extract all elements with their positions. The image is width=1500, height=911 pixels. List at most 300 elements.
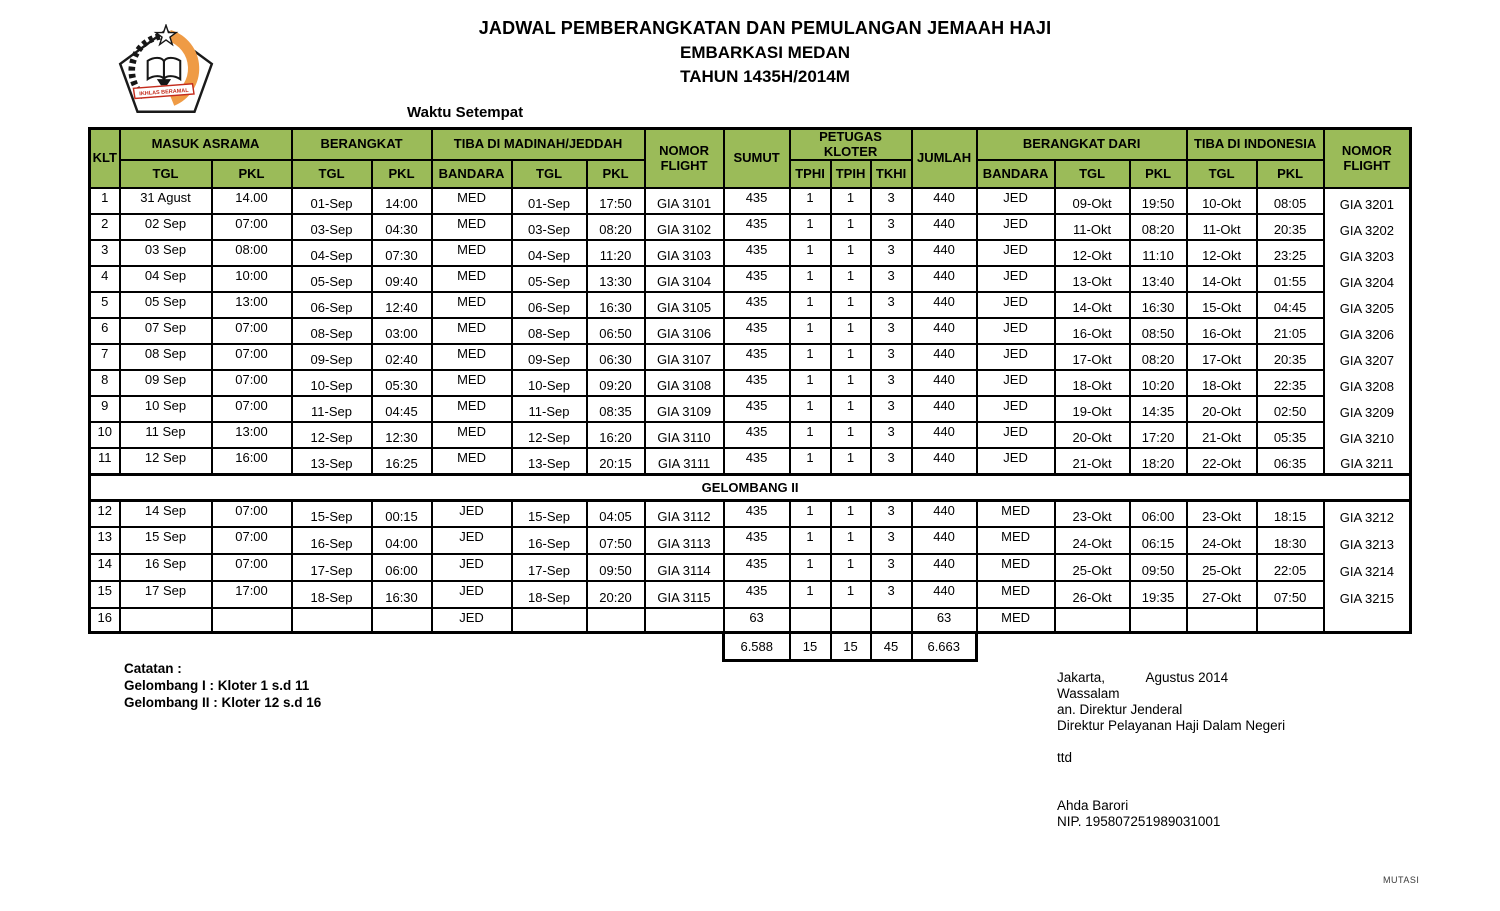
cell-tiba-bandara: MED bbox=[432, 240, 512, 266]
cell-tiba-tgl bbox=[512, 608, 587, 632]
cell-tiba-bandara: MED bbox=[432, 370, 512, 396]
cell-nomor-flight-2: GIA 3214 bbox=[1324, 554, 1411, 581]
cell-berangkat-pkl: 04:00 bbox=[372, 527, 432, 554]
cell-nomor-flight-2: GIA 3205 bbox=[1324, 292, 1411, 318]
total-sumut: 6.588 bbox=[724, 633, 790, 661]
header-jumlah: JUMLAH bbox=[912, 129, 977, 189]
cell-berangkat-pkl: 05:30 bbox=[372, 370, 432, 396]
cell-berangkat-pkl: 00:15 bbox=[372, 500, 432, 527]
signature-line: NIP. 195807251989031001 bbox=[1057, 814, 1221, 829]
cell-tiba-tgl: 10-Sep bbox=[512, 370, 587, 396]
cell-nomor-flight-1: GIA 3106 bbox=[645, 318, 724, 344]
cell-pulang-pkl bbox=[1130, 608, 1187, 632]
cell-tphi: 1 bbox=[790, 554, 831, 581]
cell-pulang-bandara: JED bbox=[977, 292, 1055, 318]
cell-masuk-tgl: 03 Sep bbox=[120, 240, 212, 266]
cell-tphi: 1 bbox=[790, 214, 831, 240]
cell-berangkat-pkl: 03:00 bbox=[372, 318, 432, 344]
signature-line bbox=[1057, 734, 1285, 750]
cell-tpih: 1 bbox=[831, 240, 871, 266]
cell-sumut: 435 bbox=[724, 292, 790, 318]
cell-masuk-tgl: 16 Sep bbox=[120, 554, 212, 581]
subheader-tphi: TPHI bbox=[790, 160, 831, 188]
cell-masuk-pkl: 13:00 bbox=[212, 292, 292, 318]
subheader-pulang-tgl: TGL bbox=[1055, 160, 1130, 188]
header-tiba-madinah-jeddah: TIBA DI MADINAH/JEDDAH bbox=[432, 129, 645, 161]
cell-masuk-tgl: 31 Agust bbox=[120, 188, 212, 214]
gelombang2-label: GELOMBANG II bbox=[90, 474, 1411, 500]
cell-masuk-tgl: 11 Sep bbox=[120, 422, 212, 448]
cell-berangkat-tgl: 13-Sep bbox=[292, 448, 372, 474]
cell-tiba-ind-pkl: 01:55 bbox=[1257, 266, 1324, 292]
cell-tpih: 1 bbox=[831, 448, 871, 474]
cell-nomor-flight-2 bbox=[1324, 608, 1411, 632]
cell-berangkat-tgl: 12-Sep bbox=[292, 422, 372, 448]
cell-pulang-tgl: 23-Okt bbox=[1055, 500, 1130, 527]
cell-masuk-pkl: 08:00 bbox=[212, 240, 292, 266]
cell-tphi: 1 bbox=[790, 527, 831, 554]
cell-pulang-bandara: JED bbox=[977, 240, 1055, 266]
cell-tiba-ind-tgl: 10-Okt bbox=[1187, 188, 1257, 214]
cell-tphi: 1 bbox=[790, 188, 831, 214]
cell-pulang-tgl: 13-Okt bbox=[1055, 266, 1130, 292]
cell-berangkat-pkl bbox=[372, 608, 432, 632]
table-header bbox=[90, 129, 1411, 189]
header-berangkat: BERANGKAT bbox=[292, 129, 432, 161]
cell-tiba-pkl: 20:15 bbox=[587, 448, 645, 474]
cell-jumlah: 440 bbox=[912, 527, 977, 554]
cell-tpih: 1 bbox=[831, 344, 871, 370]
cell-berangkat-tgl: 03-Sep bbox=[292, 214, 372, 240]
header-tiba-indonesia: TIBA DI INDONESIA bbox=[1187, 129, 1324, 161]
cell-nomor-flight-1: GIA 3112 bbox=[645, 500, 724, 527]
cell-tiba-pkl: 08:35 bbox=[587, 396, 645, 422]
cell-tiba-tgl: 17-Sep bbox=[512, 554, 587, 581]
cell-pulang-pkl: 08:20 bbox=[1130, 214, 1187, 240]
signature-line bbox=[1057, 766, 1285, 782]
cell-tiba-ind-pkl: 20:35 bbox=[1257, 344, 1324, 370]
cell-klt: 5 bbox=[90, 292, 120, 318]
cell-nomor-flight-2: GIA 3206 bbox=[1324, 318, 1411, 344]
header-klt: KLT bbox=[90, 129, 120, 189]
cell-tiba-ind-pkl: 08:05 bbox=[1257, 188, 1324, 214]
cell-masuk-tgl: 09 Sep bbox=[120, 370, 212, 396]
cell-pulang-bandara: MED bbox=[977, 581, 1055, 608]
cell-tkhi: 3 bbox=[871, 240, 912, 266]
cell-sumut: 435 bbox=[724, 214, 790, 240]
cell-tpih: 1 bbox=[831, 554, 871, 581]
subheader-masuk-tgl: TGL bbox=[120, 160, 212, 188]
cell-pulang-bandara: MED bbox=[977, 500, 1055, 527]
cell-sumut: 435 bbox=[724, 422, 790, 448]
cell-tpih: 1 bbox=[831, 396, 871, 422]
cell-masuk-pkl bbox=[212, 608, 292, 632]
cell-tkhi: 3 bbox=[871, 527, 912, 554]
table-row bbox=[90, 581, 1411, 608]
cell-berangkat-tgl: 04-Sep bbox=[292, 240, 372, 266]
cell-klt: 10 bbox=[90, 422, 120, 448]
cell-tiba-ind-tgl: 16-Okt bbox=[1187, 318, 1257, 344]
cell-masuk-pkl: 07:00 bbox=[212, 370, 292, 396]
cell-tiba-bandara: JED bbox=[432, 554, 512, 581]
subheader-tiba-pkl: PKL bbox=[587, 160, 645, 188]
table-row bbox=[90, 370, 1411, 396]
cell-masuk-pkl: 14.00 bbox=[212, 188, 292, 214]
table-body-gelombang1 bbox=[90, 188, 1411, 474]
subheader-pulang-pkl: PKL bbox=[1130, 160, 1187, 188]
cell-klt: 3 bbox=[90, 240, 120, 266]
cell-tphi: 1 bbox=[790, 318, 831, 344]
cell-tpih bbox=[831, 608, 871, 632]
cell-tiba-pkl: 08:20 bbox=[587, 214, 645, 240]
cell-nomor-flight-2: GIA 3207 bbox=[1324, 344, 1411, 370]
cell-masuk-pkl: 07:00 bbox=[212, 396, 292, 422]
cell-tiba-tgl: 11-Sep bbox=[512, 396, 587, 422]
cell-sumut: 435 bbox=[724, 396, 790, 422]
cell-tkhi: 3 bbox=[871, 188, 912, 214]
table-row bbox=[90, 240, 1411, 266]
cell-nomor-flight-1: GIA 3114 bbox=[645, 554, 724, 581]
cell-nomor-flight-2: GIA 3212 bbox=[1324, 500, 1411, 527]
cell-jumlah: 440 bbox=[912, 396, 977, 422]
cell-masuk-pkl: 07:00 bbox=[212, 554, 292, 581]
cell-pulang-bandara: JED bbox=[977, 214, 1055, 240]
cell-nomor-flight-1: GIA 3107 bbox=[645, 344, 724, 370]
cell-klt: 13 bbox=[90, 527, 120, 554]
signature-block bbox=[1057, 670, 1285, 830]
cell-berangkat-pkl: 14:00 bbox=[372, 188, 432, 214]
cell-nomor-flight-2: GIA 3204 bbox=[1324, 266, 1411, 292]
cell-tiba-bandara: MED bbox=[432, 448, 512, 474]
cell-pulang-bandara: JED bbox=[977, 448, 1055, 474]
cell-sumut: 435 bbox=[724, 370, 790, 396]
cell-tkhi: 3 bbox=[871, 448, 912, 474]
subheader-tpih: TPIH bbox=[831, 160, 871, 188]
totals-row bbox=[724, 633, 977, 661]
table-row bbox=[90, 344, 1411, 370]
cell-tpih: 1 bbox=[831, 318, 871, 344]
cell-tphi: 1 bbox=[790, 500, 831, 527]
cell-sumut: 435 bbox=[724, 266, 790, 292]
cell-nomor-flight-1: GIA 3103 bbox=[645, 240, 724, 266]
cell-masuk-tgl: 14 Sep bbox=[120, 500, 212, 527]
cell-tiba-ind-pkl: 20:35 bbox=[1257, 214, 1324, 240]
cell-tiba-tgl: 12-Sep bbox=[512, 422, 587, 448]
cell-tkhi: 3 bbox=[871, 318, 912, 344]
cell-tkhi: 3 bbox=[871, 422, 912, 448]
cell-nomor-flight-2: GIA 3210 bbox=[1324, 422, 1411, 448]
gelombang2-band-row bbox=[90, 474, 1411, 500]
cell-tiba-ind-tgl: 17-Okt bbox=[1187, 344, 1257, 370]
page-title: JADWAL PEMBERANGKATAN DAN PEMULANGAN JEMAAH HAJI bbox=[478, 18, 1052, 38]
cell-masuk-pkl: 07:00 bbox=[212, 214, 292, 240]
cell-pulang-pkl: 06:00 bbox=[1130, 500, 1187, 527]
table-row bbox=[90, 448, 1411, 474]
header-nomor-flight-2: NOMOR FLIGHT bbox=[1324, 129, 1411, 189]
cell-pulang-bandara: MED bbox=[977, 554, 1055, 581]
cell-tiba-pkl: 16:30 bbox=[587, 292, 645, 318]
gelombang2-divider bbox=[90, 474, 1411, 500]
cell-pulang-tgl: 20-Okt bbox=[1055, 422, 1130, 448]
cell-tpih: 1 bbox=[831, 214, 871, 240]
cell-pulang-bandara: MED bbox=[977, 608, 1055, 632]
cell-sumut: 435 bbox=[724, 188, 790, 214]
cell-tiba-ind-tgl: 20-Okt bbox=[1187, 396, 1257, 422]
cell-pulang-tgl bbox=[1055, 608, 1130, 632]
header-nomor-flight-1: NOMOR FLIGHT bbox=[645, 129, 724, 189]
cell-tkhi: 3 bbox=[871, 396, 912, 422]
cell-sumut: 435 bbox=[724, 527, 790, 554]
cell-tkhi: 3 bbox=[871, 292, 912, 318]
cell-tkhi: 3 bbox=[871, 344, 912, 370]
table-row bbox=[90, 188, 1411, 214]
cell-tiba-bandara: JED bbox=[432, 527, 512, 554]
cell-masuk-tgl: 12 Sep bbox=[120, 448, 212, 474]
cell-klt: 8 bbox=[90, 370, 120, 396]
cell-pulang-pkl: 08:50 bbox=[1130, 318, 1187, 344]
header-masuk-asrama: MASUK ASRAMA bbox=[120, 129, 292, 161]
cell-nomor-flight-2: GIA 3208 bbox=[1324, 370, 1411, 396]
cell-pulang-tgl: 21-Okt bbox=[1055, 448, 1130, 474]
cell-tkhi bbox=[871, 608, 912, 632]
cell-masuk-tgl bbox=[120, 608, 212, 632]
cell-jumlah: 440 bbox=[912, 581, 977, 608]
cell-tphi: 1 bbox=[790, 344, 831, 370]
cell-klt: 12 bbox=[90, 500, 120, 527]
cell-pulang-bandara: JED bbox=[977, 188, 1055, 214]
cell-klt: 16 bbox=[90, 608, 120, 632]
cell-pulang-bandara: JED bbox=[977, 422, 1055, 448]
total-tkhi: 45 bbox=[871, 633, 912, 661]
cell-pulang-tgl: 16-Okt bbox=[1055, 318, 1130, 344]
cell-tiba-ind-pkl: 07:50 bbox=[1257, 581, 1324, 608]
cell-jumlah: 440 bbox=[912, 266, 977, 292]
cell-tiba-tgl: 06-Sep bbox=[512, 292, 587, 318]
table-body-gelombang2 bbox=[90, 500, 1411, 632]
cell-tiba-tgl: 15-Sep bbox=[512, 500, 587, 527]
cell-pulang-pkl: 09:50 bbox=[1130, 554, 1187, 581]
cell-tiba-ind-pkl: 06:35 bbox=[1257, 448, 1324, 474]
cell-tkhi: 3 bbox=[871, 554, 912, 581]
table-row bbox=[90, 500, 1411, 527]
cell-berangkat-pkl: 06:00 bbox=[372, 554, 432, 581]
cell-tiba-pkl: 17:50 bbox=[587, 188, 645, 214]
cell-masuk-pkl: 07:00 bbox=[212, 527, 292, 554]
cell-berangkat-pkl: 09:40 bbox=[372, 266, 432, 292]
footer-mutasi-label: MUTASI bbox=[1383, 875, 1420, 885]
cell-tiba-ind-pkl: 05:35 bbox=[1257, 422, 1324, 448]
subheader-tiba-ind-pkl: PKL bbox=[1257, 160, 1324, 188]
signature-line: Jakarta, Agustus 2014 bbox=[1057, 670, 1229, 685]
cell-tkhi: 3 bbox=[871, 370, 912, 396]
cell-tiba-ind-tgl: 25-Okt bbox=[1187, 554, 1257, 581]
table-row bbox=[90, 422, 1411, 448]
cell-berangkat-tgl: 15-Sep bbox=[292, 500, 372, 527]
cell-tiba-pkl: 09:20 bbox=[587, 370, 645, 396]
signature-line bbox=[1057, 782, 1285, 798]
cell-berangkat-tgl: 06-Sep bbox=[292, 292, 372, 318]
schedule-table bbox=[88, 127, 1412, 634]
cell-nomor-flight-2: GIA 3202 bbox=[1324, 214, 1411, 240]
cell-sumut: 435 bbox=[724, 554, 790, 581]
signature-line: Ahda Barori bbox=[1057, 798, 1129, 813]
cell-tiba-ind-tgl: 23-Okt bbox=[1187, 500, 1257, 527]
cell-sumut: 435 bbox=[724, 240, 790, 266]
table-row bbox=[90, 266, 1411, 292]
cell-nomor-flight-1: GIA 3104 bbox=[645, 266, 724, 292]
cell-berangkat-tgl: 11-Sep bbox=[292, 396, 372, 422]
cell-tiba-ind-pkl: 04:45 bbox=[1257, 292, 1324, 318]
cell-tiba-bandara: MED bbox=[432, 396, 512, 422]
cell-masuk-pkl: 17:00 bbox=[212, 581, 292, 608]
cell-sumut: 435 bbox=[724, 344, 790, 370]
cell-tphi: 1 bbox=[790, 370, 831, 396]
cell-masuk-tgl: 02 Sep bbox=[120, 214, 212, 240]
cell-pulang-bandara: JED bbox=[977, 370, 1055, 396]
cell-klt: 1 bbox=[90, 188, 120, 214]
cell-berangkat-tgl: 09-Sep bbox=[292, 344, 372, 370]
header-petugas-kloter: PETUGAS KLOTER bbox=[790, 129, 912, 161]
signature-line: Wassalam bbox=[1057, 686, 1120, 701]
cell-tiba-tgl: 08-Sep bbox=[512, 318, 587, 344]
cell-berangkat-pkl: 04:45 bbox=[372, 396, 432, 422]
cell-tiba-ind-tgl: 11-Okt bbox=[1187, 214, 1257, 240]
cell-pulang-tgl: 19-Okt bbox=[1055, 396, 1130, 422]
cell-tkhi: 3 bbox=[871, 500, 912, 527]
cell-pulang-tgl: 12-Okt bbox=[1055, 240, 1130, 266]
cell-masuk-pkl: 07:00 bbox=[212, 500, 292, 527]
cell-tiba-pkl: 06:30 bbox=[587, 344, 645, 370]
cell-tiba-pkl: 20:20 bbox=[587, 581, 645, 608]
subheader-berangkat-pkl: PKL bbox=[372, 160, 432, 188]
cell-tphi: 1 bbox=[790, 266, 831, 292]
cell-pulang-tgl: 18-Okt bbox=[1055, 370, 1130, 396]
cell-tiba-pkl: 06:50 bbox=[587, 318, 645, 344]
cell-tiba-bandara: MED bbox=[432, 266, 512, 292]
cell-tiba-ind-pkl: 23:25 bbox=[1257, 240, 1324, 266]
cell-masuk-tgl: 15 Sep bbox=[120, 527, 212, 554]
cell-pulang-bandara: JED bbox=[977, 318, 1055, 344]
cell-sumut: 435 bbox=[724, 318, 790, 344]
cell-pulang-pkl: 18:20 bbox=[1130, 448, 1187, 474]
cell-tiba-ind-tgl: 14-Okt bbox=[1187, 266, 1257, 292]
cell-tiba-ind-pkl: 02:50 bbox=[1257, 396, 1324, 422]
subheader-tiba-bandara: BANDARA bbox=[432, 160, 512, 188]
cell-pulang-pkl: 17:20 bbox=[1130, 422, 1187, 448]
waktu-setempat-label: Waktu Setempat bbox=[407, 104, 524, 121]
cell-tiba-bandara: JED bbox=[432, 608, 512, 632]
cell-tpih: 1 bbox=[831, 527, 871, 554]
cell-nomor-flight-2: GIA 3201 bbox=[1324, 188, 1411, 214]
cell-jumlah: 440 bbox=[912, 292, 977, 318]
signature-line: an. Direktur Jenderal bbox=[1057, 702, 1183, 717]
cell-jumlah: 440 bbox=[912, 214, 977, 240]
cell-nomor-flight-1: GIA 3102 bbox=[645, 214, 724, 240]
cell-tiba-tgl: 13-Sep bbox=[512, 448, 587, 474]
cell-tpih: 1 bbox=[831, 422, 871, 448]
cell-nomor-flight-2: GIA 3203 bbox=[1324, 240, 1411, 266]
cell-tiba-ind-tgl: 21-Okt bbox=[1187, 422, 1257, 448]
cell-tiba-bandara: MED bbox=[432, 344, 512, 370]
cell-tphi: 1 bbox=[790, 396, 831, 422]
cell-sumut: 435 bbox=[724, 448, 790, 474]
cell-berangkat-tgl: 08-Sep bbox=[292, 318, 372, 344]
cell-tiba-pkl: 13:30 bbox=[587, 266, 645, 292]
cell-berangkat-pkl: 02:40 bbox=[372, 344, 432, 370]
cell-jumlah: 440 bbox=[912, 422, 977, 448]
cell-tiba-ind-tgl: 22-Okt bbox=[1187, 448, 1257, 474]
totals-table bbox=[722, 631, 978, 662]
cell-tiba-ind-tgl bbox=[1187, 608, 1257, 632]
cell-berangkat-tgl: 01-Sep bbox=[292, 188, 372, 214]
cell-tpih: 1 bbox=[831, 370, 871, 396]
cell-pulang-bandara: JED bbox=[977, 344, 1055, 370]
cell-sumut: 435 bbox=[724, 581, 790, 608]
cell-tiba-bandara: MED bbox=[432, 292, 512, 318]
signature-line: Direktur Pelayanan Haji Dalam Negeri bbox=[1057, 718, 1286, 733]
cell-pulang-pkl: 13:40 bbox=[1130, 266, 1187, 292]
table-row bbox=[90, 396, 1411, 422]
cell-pulang-pkl: 14:35 bbox=[1130, 396, 1187, 422]
cell-klt: 9 bbox=[90, 396, 120, 422]
cell-tkhi: 3 bbox=[871, 266, 912, 292]
cell-pulang-bandara: JED bbox=[977, 396, 1055, 422]
cell-nomor-flight-1: GIA 3111 bbox=[645, 448, 724, 474]
cell-tphi: 1 bbox=[790, 292, 831, 318]
catatan-line: Gelombang II : Kloter 12 s.d 16 bbox=[124, 695, 322, 710]
total-tpih: 15 bbox=[831, 633, 871, 661]
cell-tiba-ind-tgl: 18-Okt bbox=[1187, 370, 1257, 396]
cell-tpih: 1 bbox=[831, 500, 871, 527]
cell-klt: 6 bbox=[90, 318, 120, 344]
cell-masuk-tgl: 05 Sep bbox=[120, 292, 212, 318]
cell-klt: 11 bbox=[90, 448, 120, 474]
cell-nomor-flight-2: GIA 3215 bbox=[1324, 581, 1411, 608]
cell-berangkat-pkl: 12:30 bbox=[372, 422, 432, 448]
catatan-line: Gelombang I : Kloter 1 s.d 11 bbox=[124, 678, 310, 693]
cell-masuk-tgl: 17 Sep bbox=[120, 581, 212, 608]
table-row bbox=[90, 318, 1411, 344]
cell-berangkat-tgl bbox=[292, 608, 372, 632]
cell-jumlah: 440 bbox=[912, 344, 977, 370]
cell-pulang-tgl: 24-Okt bbox=[1055, 527, 1130, 554]
cell-nomor-flight-2: GIA 3209 bbox=[1324, 396, 1411, 422]
cell-pulang-tgl: 14-Okt bbox=[1055, 292, 1130, 318]
cell-klt: 15 bbox=[90, 581, 120, 608]
cell-pulang-pkl: 10:20 bbox=[1130, 370, 1187, 396]
cell-klt: 2 bbox=[90, 214, 120, 240]
cell-nomor-flight-1: GIA 3113 bbox=[645, 527, 724, 554]
cell-tiba-ind-pkl bbox=[1257, 608, 1324, 632]
cell-berangkat-tgl: 05-Sep bbox=[292, 266, 372, 292]
cell-tiba-ind-tgl: 24-Okt bbox=[1187, 527, 1257, 554]
cell-tpih: 1 bbox=[831, 581, 871, 608]
catatan-line: Catatan : bbox=[124, 661, 182, 676]
cell-tiba-pkl: 09:50 bbox=[587, 554, 645, 581]
catatan-block bbox=[124, 660, 321, 711]
subheader-tkhi: TKHI bbox=[871, 160, 912, 188]
subheader-tiba-tgl: TGL bbox=[512, 160, 587, 188]
cell-masuk-pkl: 10:00 bbox=[212, 266, 292, 292]
page-subtitle-tahun: TAHUN 1435H/2014M bbox=[680, 67, 850, 86]
cell-tiba-tgl: 05-Sep bbox=[512, 266, 587, 292]
title-block bbox=[30, 18, 1500, 87]
cell-pulang-pkl: 11:10 bbox=[1130, 240, 1187, 266]
page-subtitle-embarkasi: EMBARKASI MEDAN bbox=[680, 43, 850, 62]
total-jumlah: 6.663 bbox=[912, 633, 977, 661]
cell-nomor-flight-1: GIA 3108 bbox=[645, 370, 724, 396]
header-sumut: SUMUT bbox=[724, 129, 790, 189]
